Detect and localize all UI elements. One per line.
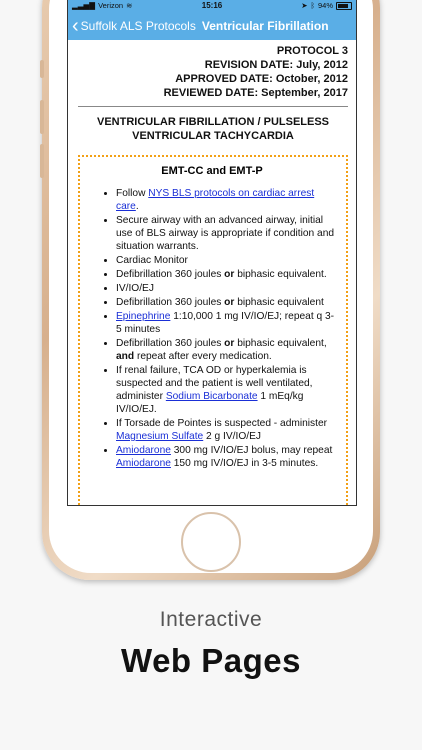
section-title: EMT-CC and EMT-P [161,165,263,177]
protocol-meta [78,44,348,100]
list-item [116,310,338,336]
item-text: IV/IO/EJ [116,283,154,294]
list-item [116,364,338,416]
item-text: 300 mg IV/IO/EJ bolus, may repeat [170,445,333,456]
signal-icon: ▂▃▅▇ [72,1,96,10]
item-text: 1:10,000 1 mg IV/IO/EJ; repeat q 3-5 minutes [116,311,335,335]
phone-screen [67,0,357,506]
list-item [116,187,338,213]
web-content [78,44,348,506]
item-text: 1 mEq/kg IV/IO/EJ. [116,391,304,415]
reviewed-date: REVIEWED DATE: September, 2017 [163,87,348,99]
item-text: repeat after every medication. [134,351,272,362]
carrier-label: Verizon [98,1,124,10]
revision-date: REVISION DATE: July, 2012 [204,59,348,71]
status-bar [68,0,356,12]
protocol-number: PROTOCOL 3 [276,45,348,57]
battery-percent: 94% [317,1,333,10]
item-text: If Torsade de Pointes is suspected - administer [116,418,328,429]
list-item [116,268,338,281]
list-item [116,417,338,443]
list-item [116,282,338,295]
item-bold: or [224,297,235,308]
item-bold: and [116,351,135,362]
list-item [116,337,338,363]
item-text: 2 g IV/IO/EJ [203,431,261,442]
item-bold: or [224,338,235,349]
approved-date: APPROVED DATE: October, 2012 [175,73,348,85]
item-text: biphasic equivalent. [234,269,327,280]
item-text: biphasic equivalent [234,297,324,308]
battery-icon [336,2,352,10]
item-text: Defibrillation 360 joules [116,269,225,280]
status-time: 15:16 [201,1,223,10]
mute-switch [40,60,44,78]
list-item [116,444,338,470]
list-item [116,254,338,267]
chevron-left-icon: ‹ [72,15,79,37]
item-text: If renal failure, TCA OD or hyperkalemia is suspected and the patient is well ventilated, administer [116,365,313,402]
epinephrine-link[interactable]: Epinephrine [116,311,171,322]
location-icon: ➤ [301,1,308,10]
list-item [116,214,338,253]
item-text: Defibrillation 360 joules [116,338,225,349]
item-text: Follow [116,188,149,199]
heading-line-1: VENTRICULAR FIBRILLATION / PULSELESS [96,116,330,128]
item-bold: or [224,269,235,280]
item-text: . [135,201,139,212]
bluetooth-icon: ᛒ [310,1,315,10]
wifi-icon: ≋ [126,1,133,10]
caption-subtitle: Interactive [159,608,263,631]
magnesium-sulfate-link[interactable]: Magnesium Sulfate [116,431,204,442]
back-button-label: Suffolk ALS Protocols [80,19,196,33]
divider [78,106,348,107]
volume-up-button [40,100,44,134]
back-button[interactable] [68,16,196,36]
sodium-bicarbonate-link[interactable]: Sodium Bicarbonate [165,391,258,402]
item-text: Defibrillation 360 joules [116,297,225,308]
item-text: 150 mg IV/IO/EJ in 3-5 minutes. [170,458,319,469]
protocol-heading [78,115,348,143]
bls-protocol-link[interactable]: NYS BLS protocols on cardiac arrest care [116,188,315,212]
list-item [116,296,338,309]
protocol-box [78,155,348,506]
amiodarone-link[interactable]: Amiodarone [116,445,171,456]
item-text: Cardiac Monitor [116,255,188,266]
nav-bar [68,12,356,40]
home-button[interactable] [181,512,241,572]
volume-down-button [40,144,44,178]
heading-line-2: VENTRICULAR TACHYCARDIA [132,130,294,142]
caption-title: Web Pages [121,642,301,679]
item-text: biphasic equivalent, [234,338,327,349]
amiodarone-repeat-link[interactable]: Amiodarone [116,458,171,469]
item-text: Secure airway with an advanced airway, initial use of BLS airway is appropriate if condition and situation warrants. [116,215,335,252]
nav-title: Ventricular Fibrillation [201,19,329,33]
protocol-steps [86,187,338,470]
